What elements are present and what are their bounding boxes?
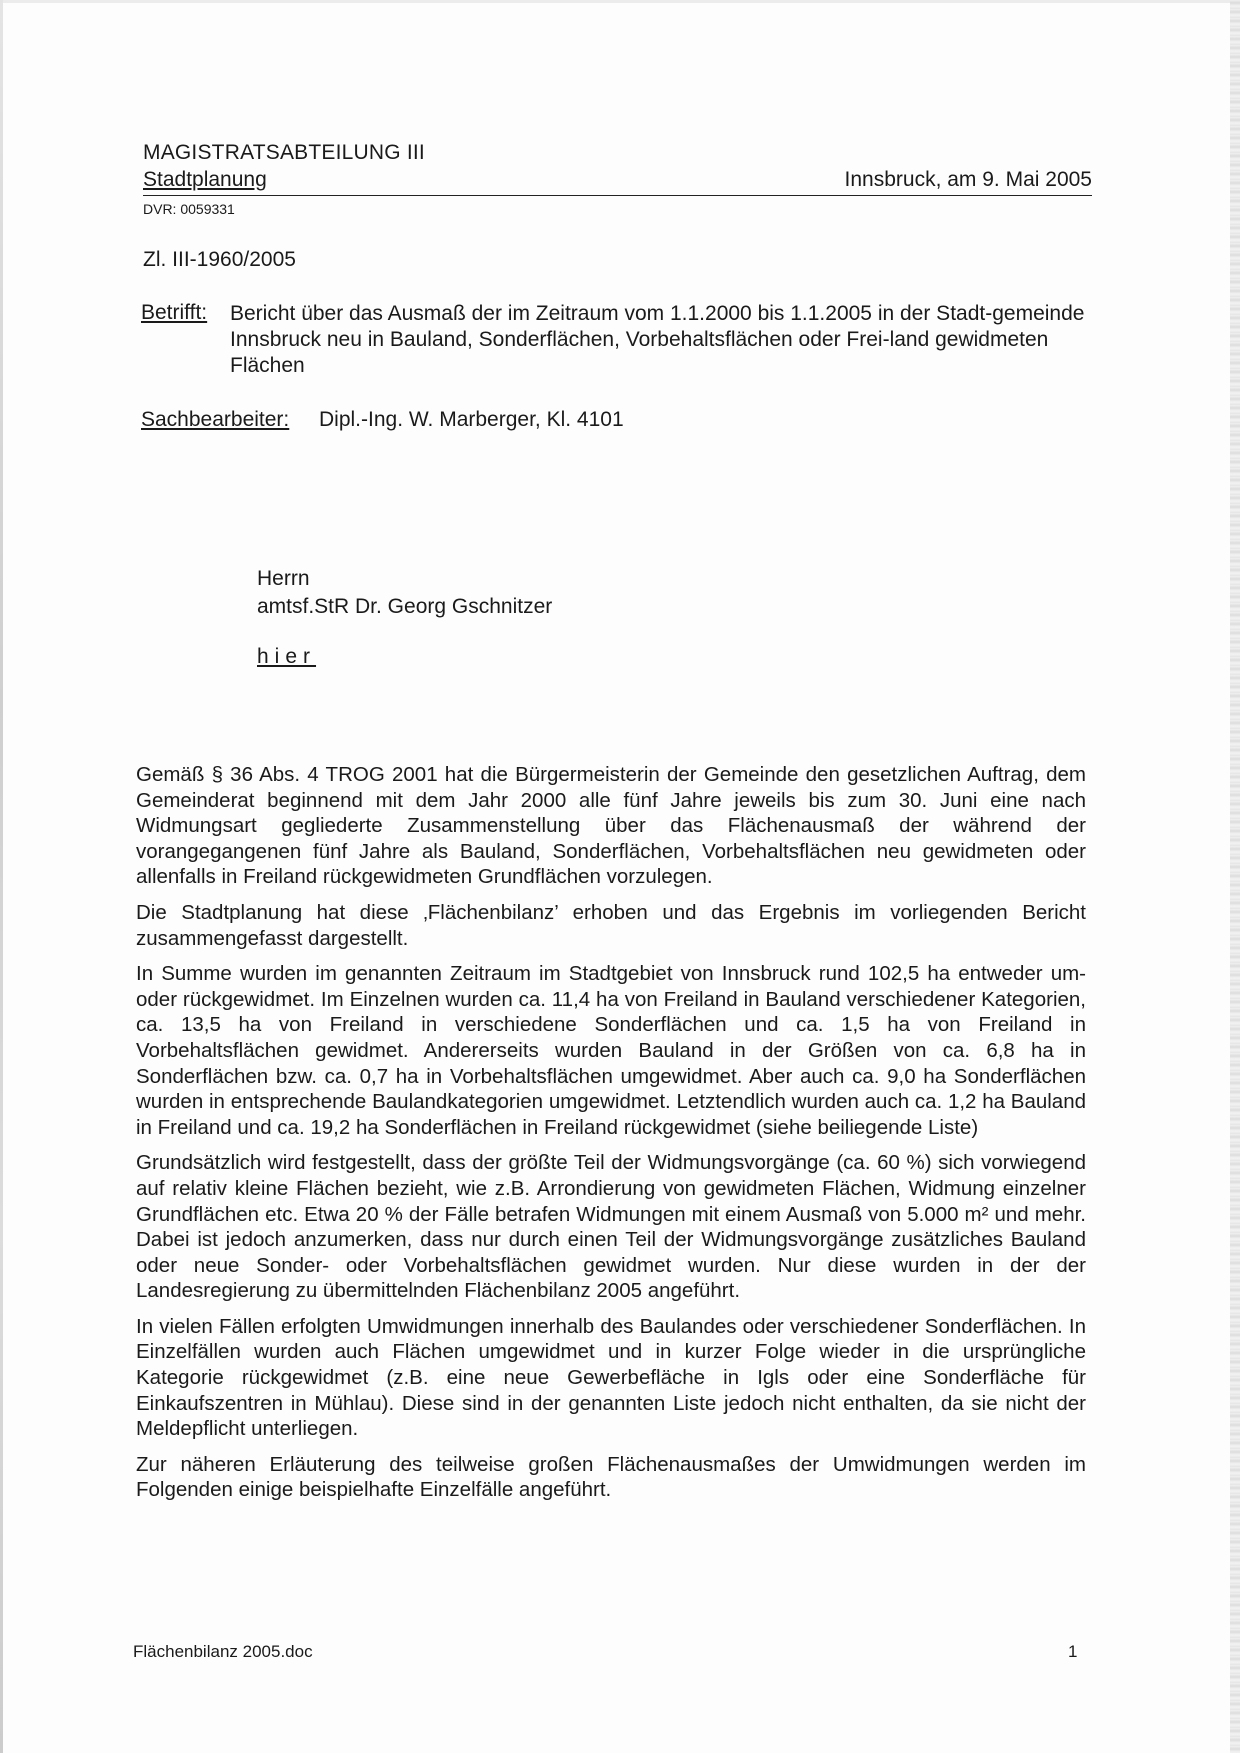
body-paragraph: Gemäß § 36 Abs. 4 TROG 2001 hat die Bürgermeisterin der Gemeinde den gesetzlichen Auftrag, dem Gemeinderat beginnend mit dem Jahr 2000 alle fünf Jahre jeweils bis zum 30. Juni eine nach Widmungsart gegliederte Zusammenstellung über das Flächenausmaß der während der vorangegangenen fünf Jahre als Bauland, Sonderflächen, Vorbehaltsflächen neu gewidmeten oder allenfalls in Freiland rückgewidmeten Grundflächen vorzulegen. [136,763,1086,889]
body-paragraph: Zur näheren Erläuterung des teilweise großen Flächenausmaßes der Umwidmungen werden im Folgenden einige beispielhafte Einzelfälle angeführt. [136,1452,1086,1502]
unit-name: Stadtplanung [143,168,267,191]
scan-edge-right [1230,0,1240,1753]
footer-page-number: 1 [1068,1642,1078,1661]
body-paragraph: Die Stadtplanung hat diese ‚Flächenbilanz’ erhoben und das Ergebnis im vorliegenden Bericht zusammengefasst dargestellt. [136,900,1086,950]
scan-edge-top [0,0,1240,3]
recipient-address [257,565,552,621]
reference-number: Zl. III-1960/2005 [143,248,296,271]
body-text [136,762,1086,1513]
clerk-label: Sachbearbeiter: [141,408,290,431]
department-name: MAGISTRATSABTEILUNG III [143,141,425,164]
recipient-name: amtsf.StR Dr. Georg Gschnitzer [257,595,553,618]
recipient-salutation: Herrn [257,567,310,590]
scan-edge-left [0,0,3,1753]
subject-text: Bericht über das Ausmaß der im Zeitraum vom 1.1.2000 bis 1.1.2005 in der Stadt-gemeinde Innsbruck neu in Bauland, Sonderflächen, Vorbehaltsflächen oder Frei-land gewidmeten Flächen [230,302,1085,377]
body-paragraph: In Summe wurden im genannten Zeitraum im Stadtgebiet von Innsbruck rund 102,5 ha entweder um- oder rückgewidmet. Im Einzelnen wurden ca. 11,4 ha von Freiland in Bauland verschiedener Kategorien, ca. 13,5 ha von Freiland in verschiedene Sonderflächen und ca. 1,5 ha von Freiland in Vorbehaltsflächen gewidmet. Andererseits wurden Bauland in der Größen von ca. 6,8 ha in Sonderflächen bzw. ca. 0,7 ha in Vorbehaltsflächen umgewidmet. Aber auch ca. 9,0 ha Sonderflächen wurden in entsprechende Baulandkategorien umgewidmet. Letztendlich wurden auch ca. 1,2 ha Bauland in Freiland und ca. 19,2 ha Sonderflächen in Freiland rückgewidmet (siehe beiliegende Liste) [136,962,1086,1139]
header-rule [143,168,1092,196]
dvr-number: DVR: 0059331 [143,201,235,217]
clerk-name: Dipl.-Ing. W. Marberger, Kl. 4101 [319,408,624,431]
body-paragraph: In vielen Fällen erfolgten Umwidmungen innerhalb des Baulandes oder verschiedener Sonderflächen. In Einzelfällen wurden auch Flächen umgewidmet und in kurzer Folge wieder in die ursprüngliche Kategorie rückgewidmet (z.B. eine neue Gewerbefläche in Igls oder eine Sonderfläche für Einkaufszentren in Mühlau). Diese sind in der genannten Liste jedoch nicht enthalten, da sie nicht der Meldepflicht unterliegen. [136,1314,1086,1441]
recipient-location: hier [257,645,317,668]
subject-label: Betrifft: [141,301,208,324]
footer-filename: Flächenbilanz 2005.doc [133,1642,313,1661]
body-paragraph: Grundsätzlich wird festgestellt, dass der größte Teil der Widmungsvorgänge (ca. 60 %) sich vorwiegend auf relativ kleine Flächen bezieht, wie z.B. Arrondierung von gewidmeten Flächen, Widmung einzelner Grundflächen etc. Etwa 20 % der Fälle betrafen Widmungen mit einem Ausmaß von 5.000 m² und mehr. Dabei ist jedoch anzumerken, dass nur durch einen Teil der Widmungsvorgänge zusätzliches Bauland oder neue Sonder- oder Vorbehaltsflächen gewidmet wurden. Nur diese wurden in der der Landesregierung zu übermittelnden Flächenbilanz 2005 angeführt. [136,1151,1086,1303]
document-date: Innsbruck, am 9. Mai 2005 [844,168,1092,191]
